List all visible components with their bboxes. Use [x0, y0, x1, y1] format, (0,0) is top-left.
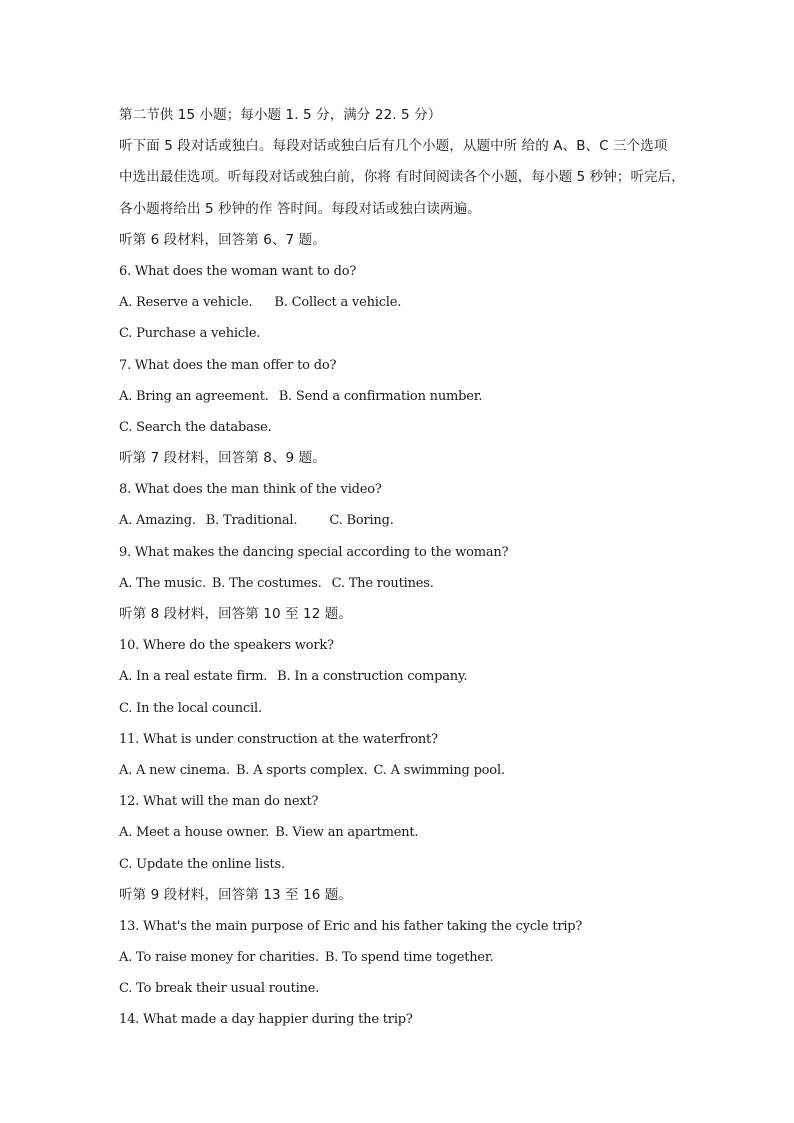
- option-b: B. View an apartment.: [275, 825, 419, 841]
- option-c: C. A swimming pool.: [373, 762, 505, 778]
- question-stem-8: 8. What does the man think of the video?: [119, 482, 382, 498]
- material-heading-6: 听第 6 段材料，回答第 6、7 题。: [119, 231, 326, 248]
- question-options-9: [119, 568, 699, 599]
- option-b: B. A sports complex.: [236, 762, 368, 778]
- option-a: A. Bring an agreement.: [119, 388, 269, 404]
- option-a: A. Amazing.: [119, 513, 196, 529]
- question-stem-7: 7. What does the man offer to do?: [119, 357, 337, 373]
- question-options-13-c: [119, 973, 699, 1004]
- option-c: C. In the local council.: [119, 700, 262, 716]
- question-options-7: [119, 381, 699, 412]
- option-c: C. Update the online lists.: [119, 856, 285, 872]
- option-b: B. To spend time together.: [324, 950, 494, 966]
- option-b: B. The costumes.: [211, 575, 322, 591]
- material-heading-7: 听第 7 段材料，回答第 8、9 题。: [119, 450, 326, 467]
- question-stem-12: 12. What will the man do next?: [119, 794, 319, 810]
- option-a: A. Meet a house owner.: [119, 825, 270, 841]
- question-options-6-c: [119, 318, 699, 349]
- option-b: B. In a construction company.: [277, 669, 468, 685]
- question-stem-9: 9. What makes the dancing special according to the woman?: [119, 544, 509, 560]
- instruction-line-2: 中选出最佳选项。听每段对话或独白前，你将 有时间阅读各个小题，每小题 5 秒钟；听完后，: [119, 169, 685, 186]
- option-b: B. Traditional.: [205, 513, 298, 529]
- question-options-12-c: [119, 849, 699, 880]
- question-options-8: [119, 505, 699, 536]
- listening-section: [119, 100, 699, 1036]
- option-a: A. Reserve a vehicle.: [119, 295, 253, 311]
- question-stem-11: 11. What is under construction at the waterfront?: [119, 731, 438, 747]
- question-options-10-c: [119, 693, 699, 724]
- option-a: A. A new cinema.: [119, 762, 231, 778]
- option-c: C. Purchase a vehicle.: [119, 326, 261, 342]
- question-options-6: [119, 287, 699, 318]
- option-b: B. Collect a vehicle.: [274, 295, 402, 311]
- question-options-11: [119, 755, 699, 786]
- material-heading-9: 听第 9 段材料，回答第 13 至 16 题。: [119, 886, 352, 903]
- question-options-10: [119, 661, 699, 692]
- option-c: C. Search the database.: [119, 419, 272, 435]
- material-heading-8: 听第 8 段材料，回答第 10 至 12 题。: [119, 606, 352, 622]
- question-stem-10: 10. Where do the speakers work?: [119, 638, 334, 654]
- question-options-12: [119, 817, 699, 848]
- option-b: B. Send a confirmation number.: [278, 388, 483, 404]
- question-stem-6: 6. What does the woman want to do?: [119, 263, 357, 279]
- option-c: C. To break their usual routine.: [119, 981, 320, 997]
- option-c: C. The routines.: [331, 575, 434, 591]
- question-stem-13: 13. What's the main purpose of Eric and his father taking the cycle trip?: [119, 918, 583, 934]
- option-a: A. The music.: [119, 575, 206, 591]
- instruction-line-3: 各小题将给出 5 秒钟的作 答时间。每段对话或独白读两遍。: [119, 200, 481, 217]
- question-stem-14: 14. What made a day happier during the trip?: [119, 1012, 413, 1028]
- option-c: C. Boring.: [329, 513, 394, 529]
- question-options-13: [119, 942, 699, 973]
- instruction-line-1: 听下面 5 段对话或独白。每段对话或独白后有几个小题，从题中所 给的 A、B、C 三个选项: [119, 138, 668, 155]
- question-options-7-c: [119, 412, 699, 443]
- option-a: A. To raise money for charities.: [119, 950, 319, 966]
- section-title: 第二节供 15 小题；每小题 1. 5 分，满分 22. 5 分）: [119, 107, 442, 123]
- option-a: A. In a real estate firm.: [119, 669, 268, 685]
